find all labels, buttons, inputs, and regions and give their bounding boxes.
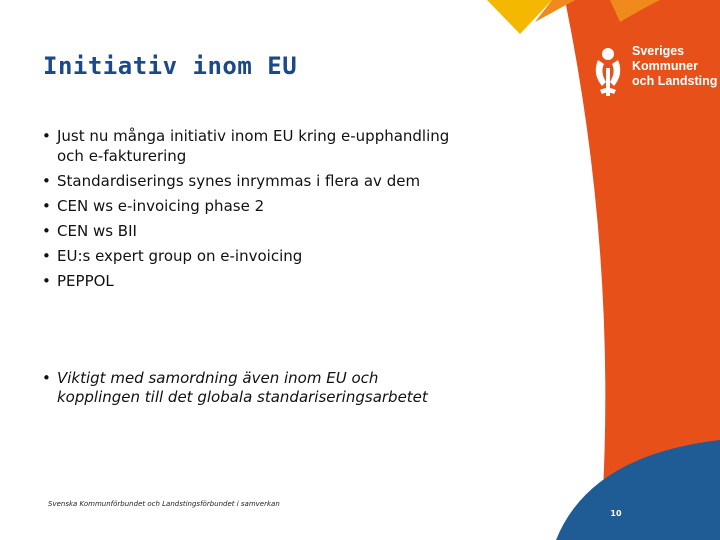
- bullet-list: [42, 126, 462, 296]
- logo-line-2: Kommuner: [632, 59, 698, 73]
- logo-line-3: och Landsting: [632, 74, 718, 88]
- bullet-item: • EU:s expert group on e-invoicing: [42, 246, 462, 266]
- slide-title: Initiativ inom EU: [43, 52, 298, 80]
- footer-text: Svenska Kommunförbundet och Landstingsförbundet i samverkan: [48, 500, 280, 508]
- page-number: 10: [610, 509, 622, 518]
- bullet-item: • PEPPOL: [42, 271, 462, 291]
- bullet-item: • CEN ws e-invoicing phase 2: [42, 196, 462, 216]
- italic-bullet-list: [42, 369, 462, 407]
- bullet-item: • Standardiserings synes inrymmas i flera av dem: [42, 171, 462, 191]
- bullet-item: • Just nu många initiativ inom EU kring e-upphandling och e-fakturering: [42, 126, 462, 166]
- logo-text: [632, 44, 717, 89]
- italic-bullet-item: • Viktigt med samordning även inom EU och kopplingen till det globala standariseringsarbetet: [42, 369, 462, 407]
- logo-line-1: Sveriges: [632, 44, 685, 58]
- bullet-item: • CEN ws BII: [42, 221, 462, 241]
